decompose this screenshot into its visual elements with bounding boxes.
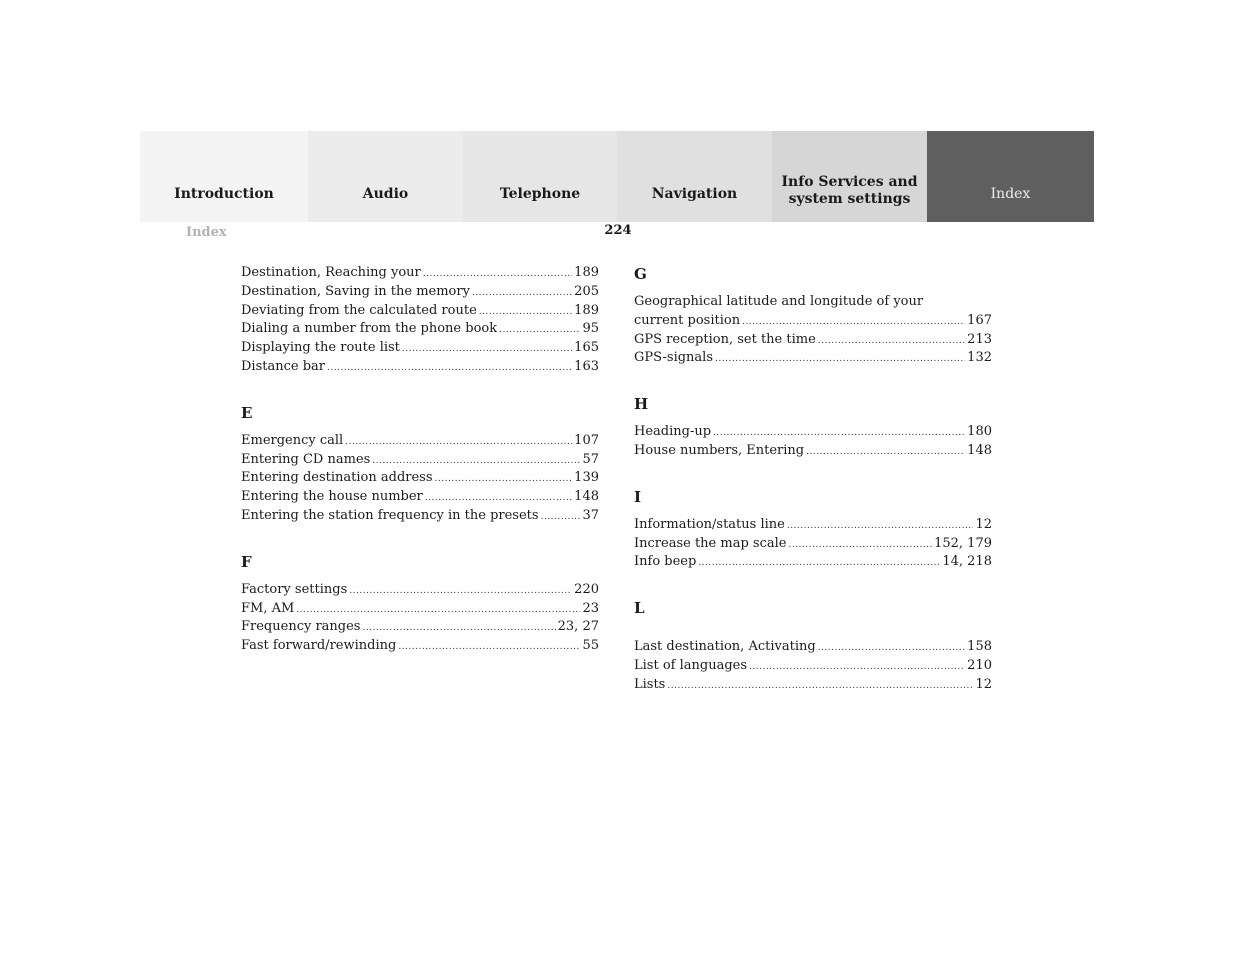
index-entry-page: 210 (967, 657, 992, 673)
index-entry-page: 55 (582, 638, 599, 654)
index-entry-text: Frequency ranges (241, 619, 361, 635)
index-entry-page: 167 (967, 312, 992, 328)
index-entry-text: Entering the house number (241, 489, 423, 505)
index-entry-page: 180 (967, 424, 992, 440)
index-entry-page: 12 (975, 676, 992, 692)
index-group-h (634, 394, 992, 461)
index-entry (634, 442, 992, 461)
leader-dots (667, 677, 973, 696)
tab-navigation[interactable]: Navigation (617, 131, 772, 222)
index-entry-page: 14, 218 (942, 554, 992, 570)
index-entry-page: 148 (967, 442, 992, 458)
index-entry (241, 264, 599, 283)
index-entry-text: Emergency call (241, 432, 344, 448)
index-entry (241, 358, 599, 377)
index-entry-page: 158 (967, 639, 992, 655)
index-entry (241, 600, 599, 619)
leader-dots (749, 658, 965, 677)
tab-info-services[interactable] (772, 131, 927, 222)
index-entry (241, 618, 599, 637)
index-entry-text: FM, AM (241, 600, 295, 616)
leader-dots (327, 359, 572, 378)
index-entry-page: 12 (975, 516, 992, 532)
index-entry-text: Destination, Reaching your (241, 265, 421, 280)
index-entry-text: Heading-up (634, 424, 712, 440)
index-entry-text: Factory settings (241, 581, 348, 597)
index-entry-text: House numbers, Entering (634, 442, 805, 458)
index-entry-first-line: Geographical latitude and longitude of your (634, 294, 924, 309)
index-entry-page: 213 (967, 331, 992, 347)
tab-telephone[interactable]: Telephone (463, 131, 617, 222)
leader-dots (698, 554, 940, 573)
leader-dots (423, 265, 572, 284)
tab-info-services-line1: Info Services and (781, 173, 918, 190)
index-entry-page: 139 (574, 470, 599, 486)
index-entry (241, 451, 599, 470)
leader-dots (818, 332, 965, 351)
index-entry-page: 189 (574, 265, 599, 280)
index-entry-page: 205 (574, 283, 599, 299)
section-label: Index (186, 225, 227, 240)
group-letter: H (634, 395, 649, 414)
index-entry (634, 676, 992, 695)
index-entry-text: Destination, Saving in the memory (241, 283, 470, 299)
index-entry (241, 320, 599, 339)
index-entry-page: 95 (582, 321, 599, 337)
tab-audio[interactable]: Audio (308, 131, 463, 222)
leader-dots (499, 321, 580, 340)
leader-dots (541, 508, 581, 527)
index-entry-page: 23 (582, 600, 599, 616)
index-group-i (634, 487, 992, 572)
index-entry-text: Entering destination address (241, 470, 433, 486)
index-entry (634, 657, 992, 676)
index-entry-text: Entering CD names (241, 451, 371, 467)
leader-dots (398, 638, 580, 657)
index-entry-text: List of languages (634, 657, 748, 673)
leader-dots (715, 350, 965, 369)
index-entry-text: current position (634, 312, 741, 328)
index-entry-text: Distance bar (241, 358, 325, 374)
leader-dots (787, 517, 974, 536)
index-entry (634, 349, 992, 368)
index-group-d (241, 264, 599, 377)
index-entry (634, 638, 992, 657)
index-entry (241, 302, 599, 321)
index-entry-text: Fast forward/rewinding (241, 638, 397, 654)
index-group-g (634, 264, 992, 368)
index-group-f (241, 552, 599, 656)
group-letter: F (241, 552, 252, 571)
tab-info-services-line2: system settings (788, 190, 911, 207)
index-entry-page: 148 (574, 489, 599, 505)
index-entry-text: GPS reception, set the time (634, 331, 816, 347)
index-entry (241, 488, 599, 507)
index-entry-text: Increase the map scale (634, 535, 787, 551)
index-entry (241, 581, 599, 600)
leader-dots (479, 303, 572, 322)
index-entry (634, 423, 992, 442)
leader-dots (345, 433, 572, 452)
index-entry-text: Last destination, Activating (634, 639, 816, 655)
index-entry-text: Info beep (634, 554, 697, 570)
group-letter: E (241, 403, 253, 422)
index-column-right (634, 264, 992, 695)
index-entry-text: Entering the station frequency in the presets (241, 507, 539, 523)
leader-dots (402, 340, 572, 359)
leader-dots (806, 443, 965, 462)
index-entry-page: 152, 179 (934, 535, 992, 551)
index-entry-page: 57 (582, 451, 599, 467)
index-entry-page: 220 (574, 581, 599, 597)
index-entry-text: Dialing a number from the phone book (241, 321, 498, 337)
page-number: 224 (604, 223, 632, 238)
leader-dots (788, 536, 932, 555)
leader-dots (742, 313, 965, 332)
index-entry (241, 432, 599, 451)
index-entry (241, 469, 599, 488)
index-entry-page: 37 (582, 507, 599, 523)
index-entry-text: Information/status line (634, 516, 785, 532)
index-entry (634, 312, 992, 331)
index-entry-page: 165 (574, 340, 599, 356)
index-column-left (241, 264, 599, 656)
index-entry (634, 331, 992, 350)
index-entry-page: 163 (574, 358, 599, 374)
index-entry-page: 189 (574, 302, 599, 318)
group-letter: G (634, 265, 647, 283)
index-group-l (634, 598, 992, 694)
index-entry (634, 535, 992, 554)
leader-dots (472, 284, 572, 303)
leader-dots (713, 424, 965, 443)
index-entry (241, 283, 599, 302)
index-entry (634, 516, 992, 535)
index-entry-page: 107 (574, 432, 599, 448)
leader-dots (435, 470, 573, 489)
index-entry-text: GPS-signals (634, 350, 714, 366)
chapter-tab-bar (140, 131, 1094, 222)
index-entry (241, 339, 599, 358)
tab-introduction[interactable]: Introduction (140, 131, 308, 222)
index-entry-page: 23, 27 (557, 619, 599, 635)
index-entry (241, 637, 599, 656)
group-letter: I (634, 487, 642, 506)
index-group-e (241, 403, 599, 526)
tab-index[interactable]: Index (927, 131, 1094, 222)
index-entry-text: Lists (634, 676, 666, 692)
leader-dots (349, 582, 572, 601)
leader-dots (362, 619, 555, 638)
leader-dots (425, 489, 572, 508)
leader-dots (818, 639, 966, 658)
index-entry-text: Displaying the route list (241, 340, 400, 356)
index-entry (241, 507, 599, 526)
index-entry-text: Deviating from the calculated route (241, 302, 477, 318)
leader-dots (296, 601, 580, 620)
leader-dots (372, 452, 580, 471)
group-letter: L (634, 599, 645, 618)
index-entry-page: 132 (967, 350, 992, 366)
index-entry (634, 553, 992, 572)
